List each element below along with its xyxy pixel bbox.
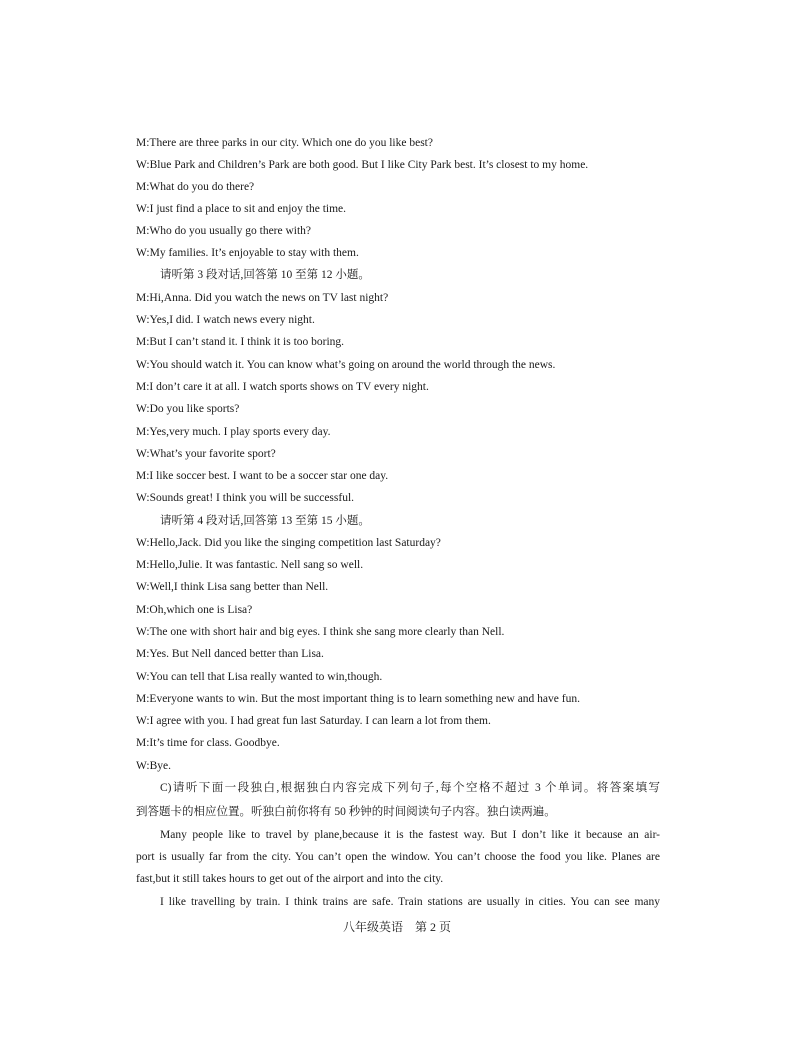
dialogue-line: W:You can tell that Lisa really wanted to win,though. (136, 671, 383, 683)
dialogue-line: W:Do you like sports? (136, 403, 240, 415)
dialogue-line: M:Who do you usually go there with? (136, 225, 312, 237)
dialogue-line: W:I agree with you. I had great fun last Saturday. I can learn a lot from them. (136, 715, 491, 727)
dialogue-line: M:I don’t care it at all. I watch sports shows on TV every night. (136, 381, 429, 393)
page-footer: 八年级英语 第 2 页 (342, 920, 451, 934)
dialogue-line: W:Well,I think Lisa sang better than Nell. (136, 581, 329, 593)
section-instruction: 请听第 4 段对话,回答第 13 至第 15 小题。 (160, 515, 370, 527)
dialogue-line: W:Blue Park and Children’s Park are both good. But I like City Park best. It’s closest to my home. (136, 159, 589, 171)
dialogue-line: W:Bye. (136, 760, 172, 772)
dialogue-line: W:I just find a place to sit and enjoy the time. (136, 203, 347, 215)
dialogue-line: M:Yes. But Nell danced better than Lisa. (136, 648, 324, 660)
dialogue-line: M:Oh,which one is Lisa? (136, 604, 253, 616)
dialogue-line: W:What’s your favorite sport? (136, 448, 276, 460)
passage-line: Many people like to travel by plane,because it is the fastest way. But I don’t like it because an air- (160, 829, 660, 841)
passage-line: I like travelling by train. I think trains are safe. Train stations are usually in cities. You can see many (160, 896, 660, 908)
dialogue-line: M:Hello,Julie. It was fantastic. Nell sang so well. (136, 559, 364, 571)
section-instruction: 请听第 3 段对话,回答第 10 至第 12 小题。 (160, 269, 370, 281)
dialogue-line: M:Everyone wants to win. But the most important thing is to learn something new and have fun. (136, 693, 580, 705)
dialogue-line: M:But I can’t stand it. I think it is too boring. (136, 336, 345, 348)
section-c-instruction: C)请听下面一段独白,根据独白内容完成下列句子,每个空格不超过 3 个单词。将答案填写 (160, 782, 660, 794)
dialogue-line: W:Yes,I did. I watch news every night. (136, 314, 315, 326)
dialogue-line: W:You should watch it. You can know what’s going on around the world through the news. (136, 359, 556, 371)
dialogue-line: M:I like soccer best. I want to be a soccer star one day. (136, 470, 389, 482)
dialogue-line: M:Hi,Anna. Did you watch the news on TV last night? (136, 292, 389, 304)
dialogue-line: M:Yes,very much. I play sports every day. (136, 426, 331, 438)
dialogue-line: W:Hello,Jack. Did you like the singing competition last Saturday? (136, 537, 441, 549)
dialogue-line: W:My families. It’s enjoyable to stay with them. (136, 247, 359, 259)
passage-line: fast,but it still takes hours to get out of the airport and into the city. (136, 873, 444, 885)
dialogue-line: M:It’s time for class. Goodbye. (136, 737, 280, 749)
dialogue-line: M:What do you do there? (136, 181, 255, 193)
section-c-instruction: 到答题卡的相应位置。听独白前你将有 50 秒钟的时间阅读句子内容。独白读两遍。 (136, 806, 556, 818)
passage-line: port is usually far from the city. You can’t open the window. You can’t choose the food you like. Planes are (136, 851, 660, 863)
dialogue-line: W:Sounds great! I think you will be successful. (136, 492, 355, 504)
dialogue-line: W:The one with short hair and big eyes. I think she sang more clearly than Nell. (136, 626, 505, 638)
dialogue-line: M:There are three parks in our city. Which one do you like best? (136, 137, 433, 149)
